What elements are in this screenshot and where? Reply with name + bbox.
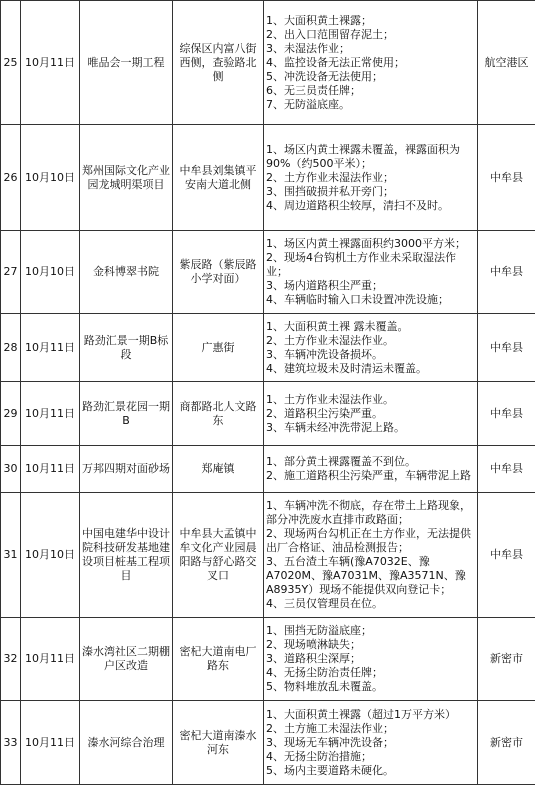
- issue-item: 2、土方作业未湿法作业；: [266, 171, 475, 185]
- project-name: 路劲汇景一期B标段: [80, 314, 173, 382]
- district: 新密市: [478, 618, 535, 701]
- issue-item: 1、围挡无防溢底座；: [266, 624, 475, 638]
- issues-cell: [264, 493, 478, 618]
- table-row: [1, 125, 535, 231]
- district: 中牟县: [478, 231, 535, 314]
- inspection-date: 10月11日: [21, 618, 80, 701]
- table-row: [1, 618, 535, 701]
- district: 中牟县: [478, 125, 535, 231]
- issue-item: 2、道路积尘污染严重。: [266, 407, 475, 421]
- row-number: 27: [1, 231, 21, 314]
- issues-cell: [264, 1, 478, 125]
- row-number: 29: [1, 382, 21, 446]
- row-number: 28: [1, 314, 21, 382]
- issue-item: 4、三员仅管理员在位。: [266, 597, 475, 611]
- project-location: 紫辰路（紫辰路小学对面）: [173, 231, 264, 314]
- issue-item: 3、围挡破损并私开旁门；: [266, 185, 475, 199]
- issue-item: 5、冲洗设备无法使用；: [266, 70, 475, 84]
- issue-item: 1、大面积黄土裸露；: [266, 14, 475, 28]
- issue-item: 4、车辆临时输入口未设置冲洗设施；: [266, 293, 475, 307]
- issue-item: 3、道路积尘深厚；: [266, 652, 475, 666]
- issues-cell: [264, 125, 478, 231]
- inspection-date: 10月11日: [21, 1, 80, 125]
- district: 航空港区: [478, 1, 535, 125]
- inspection-date: 10月11日: [21, 382, 80, 446]
- inspection-date: 10月10日: [21, 231, 80, 314]
- district: 中牟县: [478, 446, 535, 493]
- issues-cell: [264, 618, 478, 701]
- row-number: 30: [1, 446, 21, 493]
- issue-item: 3、车辆冲洗设备损坏。: [266, 348, 475, 362]
- issues-cell: [264, 382, 478, 446]
- issue-item: 2、施工道路积尘污染严重，车辆带泥上路: [266, 469, 475, 483]
- project-name: 金科博翠书院: [80, 231, 173, 314]
- issue-item: 5、场内主要道路未硬化。: [266, 764, 475, 778]
- issue-item: 4、无扬尘防治责任牌；: [266, 666, 475, 680]
- issue-item: 2、现场4台钩机土方作业未采取湿法作业；: [266, 251, 475, 279]
- issue-item: 1、大面积黄土裸露（超过1万平方米）: [266, 708, 475, 722]
- issues-cell: [264, 314, 478, 382]
- issue-item: 2、现场喷淋缺失；: [266, 638, 475, 652]
- inspection-date: 10月10日: [21, 493, 80, 618]
- issue-item: 3、场内道路积尘严重；: [266, 279, 475, 293]
- row-number: 26: [1, 125, 21, 231]
- district: 新密市: [478, 701, 535, 785]
- issue-item: 1、部分黄土裸露覆盖不到位。: [266, 455, 475, 469]
- issues-cell: [264, 446, 478, 493]
- table-body: [1, 1, 535, 785]
- issue-item: 1、场区内黄土裸露面积约3000平方米；: [266, 237, 475, 251]
- inspection-date: 10月11日: [21, 314, 80, 382]
- issue-item: 1、大面积黄土裸 露未覆盖。: [266, 320, 475, 334]
- table-row: [1, 382, 535, 446]
- project-name: 溱水湾社区二期棚户区改造: [80, 618, 173, 701]
- issue-item: 2、土方施工未湿法作业；: [266, 722, 475, 736]
- issue-item: 6、无三员责任牌；: [266, 84, 475, 98]
- issue-item: 7、无防溢底座。: [266, 98, 475, 112]
- district: 中牟县: [478, 314, 535, 382]
- issue-item: 5、物料堆放乱未覆盖。: [266, 680, 475, 694]
- issue-item: 1、车辆冲洗不彻底，存在带土上路现象，部分冲洗废水直排市政路面；: [266, 499, 475, 527]
- issue-item: 3、未湿法作业；: [266, 42, 475, 56]
- issue-item: 4、监控设备无法正常使用；: [266, 56, 475, 70]
- issue-item: 3、车辆未经冲洗带泥上路。: [266, 421, 475, 435]
- table-row: [1, 493, 535, 618]
- project-name: 唯品会一期工程: [80, 1, 173, 125]
- table-row: [1, 314, 535, 382]
- project-name: 溱水河综合治理: [80, 701, 173, 785]
- project-location: 商都路北人文路东: [173, 382, 264, 446]
- project-location: 郑庵镇: [173, 446, 264, 493]
- issues-cell: [264, 231, 478, 314]
- inspection-date: 10月10日: [21, 125, 80, 231]
- project-location: 中牟县刘集镇平安南大道北侧: [173, 125, 264, 231]
- project-location: 密杞大道南电厂路东: [173, 618, 264, 701]
- table-row: [1, 1, 535, 125]
- issue-item: 4、周边道路积尘较厚，清扫不及时。: [266, 199, 475, 213]
- issue-item: 3、现场无车辆冲洗设备；: [266, 736, 475, 750]
- table-row: [1, 701, 535, 785]
- inspection-date: 10月11日: [21, 446, 80, 493]
- district: 中牟县: [478, 382, 535, 446]
- row-number: 33: [1, 701, 21, 785]
- project-name: 郑州国际文化产业园龙城明渠项目: [80, 125, 173, 231]
- project-location: 综保区内富八街西侧，查验路北侧: [173, 1, 264, 125]
- project-name: 万邦四期对面砂场: [80, 446, 173, 493]
- inspection-date: 10月11日: [21, 701, 80, 785]
- table-row: [1, 446, 535, 493]
- row-number: 25: [1, 1, 21, 125]
- district: 中牟县: [478, 493, 535, 618]
- table-row: [1, 231, 535, 314]
- issue-item: 3、五台渣土车辆(豫A7032E、豫A7020M、豫A7031M、豫A3571N、豫A8935Y）现场不能提供双向登记卡；: [266, 555, 475, 597]
- project-location: 中牟县大孟镇中牟文化产业园晨阳路与舒心路交叉口: [173, 493, 264, 618]
- issue-item: 2、现场两台勾机正在土方作业，无法提供出厂合格证、油品检测报告；: [266, 527, 475, 555]
- row-number: 31: [1, 493, 21, 618]
- project-name: 中国电建华中设计院科技研发基地建设项目桩基工程项目: [80, 493, 173, 618]
- project-name: 路劲汇景花园一期B: [80, 382, 173, 446]
- issue-item: 4、建筑垃圾未及时清运未覆盖。: [266, 362, 475, 376]
- issue-item: 2、土方作业未湿法作业。: [266, 334, 475, 348]
- project-location: 广惠街: [173, 314, 264, 382]
- issues-cell: [264, 701, 478, 785]
- project-location: 密杞大道南溱水河东: [173, 701, 264, 785]
- issue-item: 1、场区内黄土裸露未覆盖，裸露面积为90%（约500平米）；: [266, 143, 475, 171]
- issue-item: 2、出入口范围留存泥土；: [266, 28, 475, 42]
- issue-item: 1、土方作业未湿法作业。: [266, 393, 475, 407]
- issue-item: 4、无扬尘防治措施；: [266, 750, 475, 764]
- row-number: 32: [1, 618, 21, 701]
